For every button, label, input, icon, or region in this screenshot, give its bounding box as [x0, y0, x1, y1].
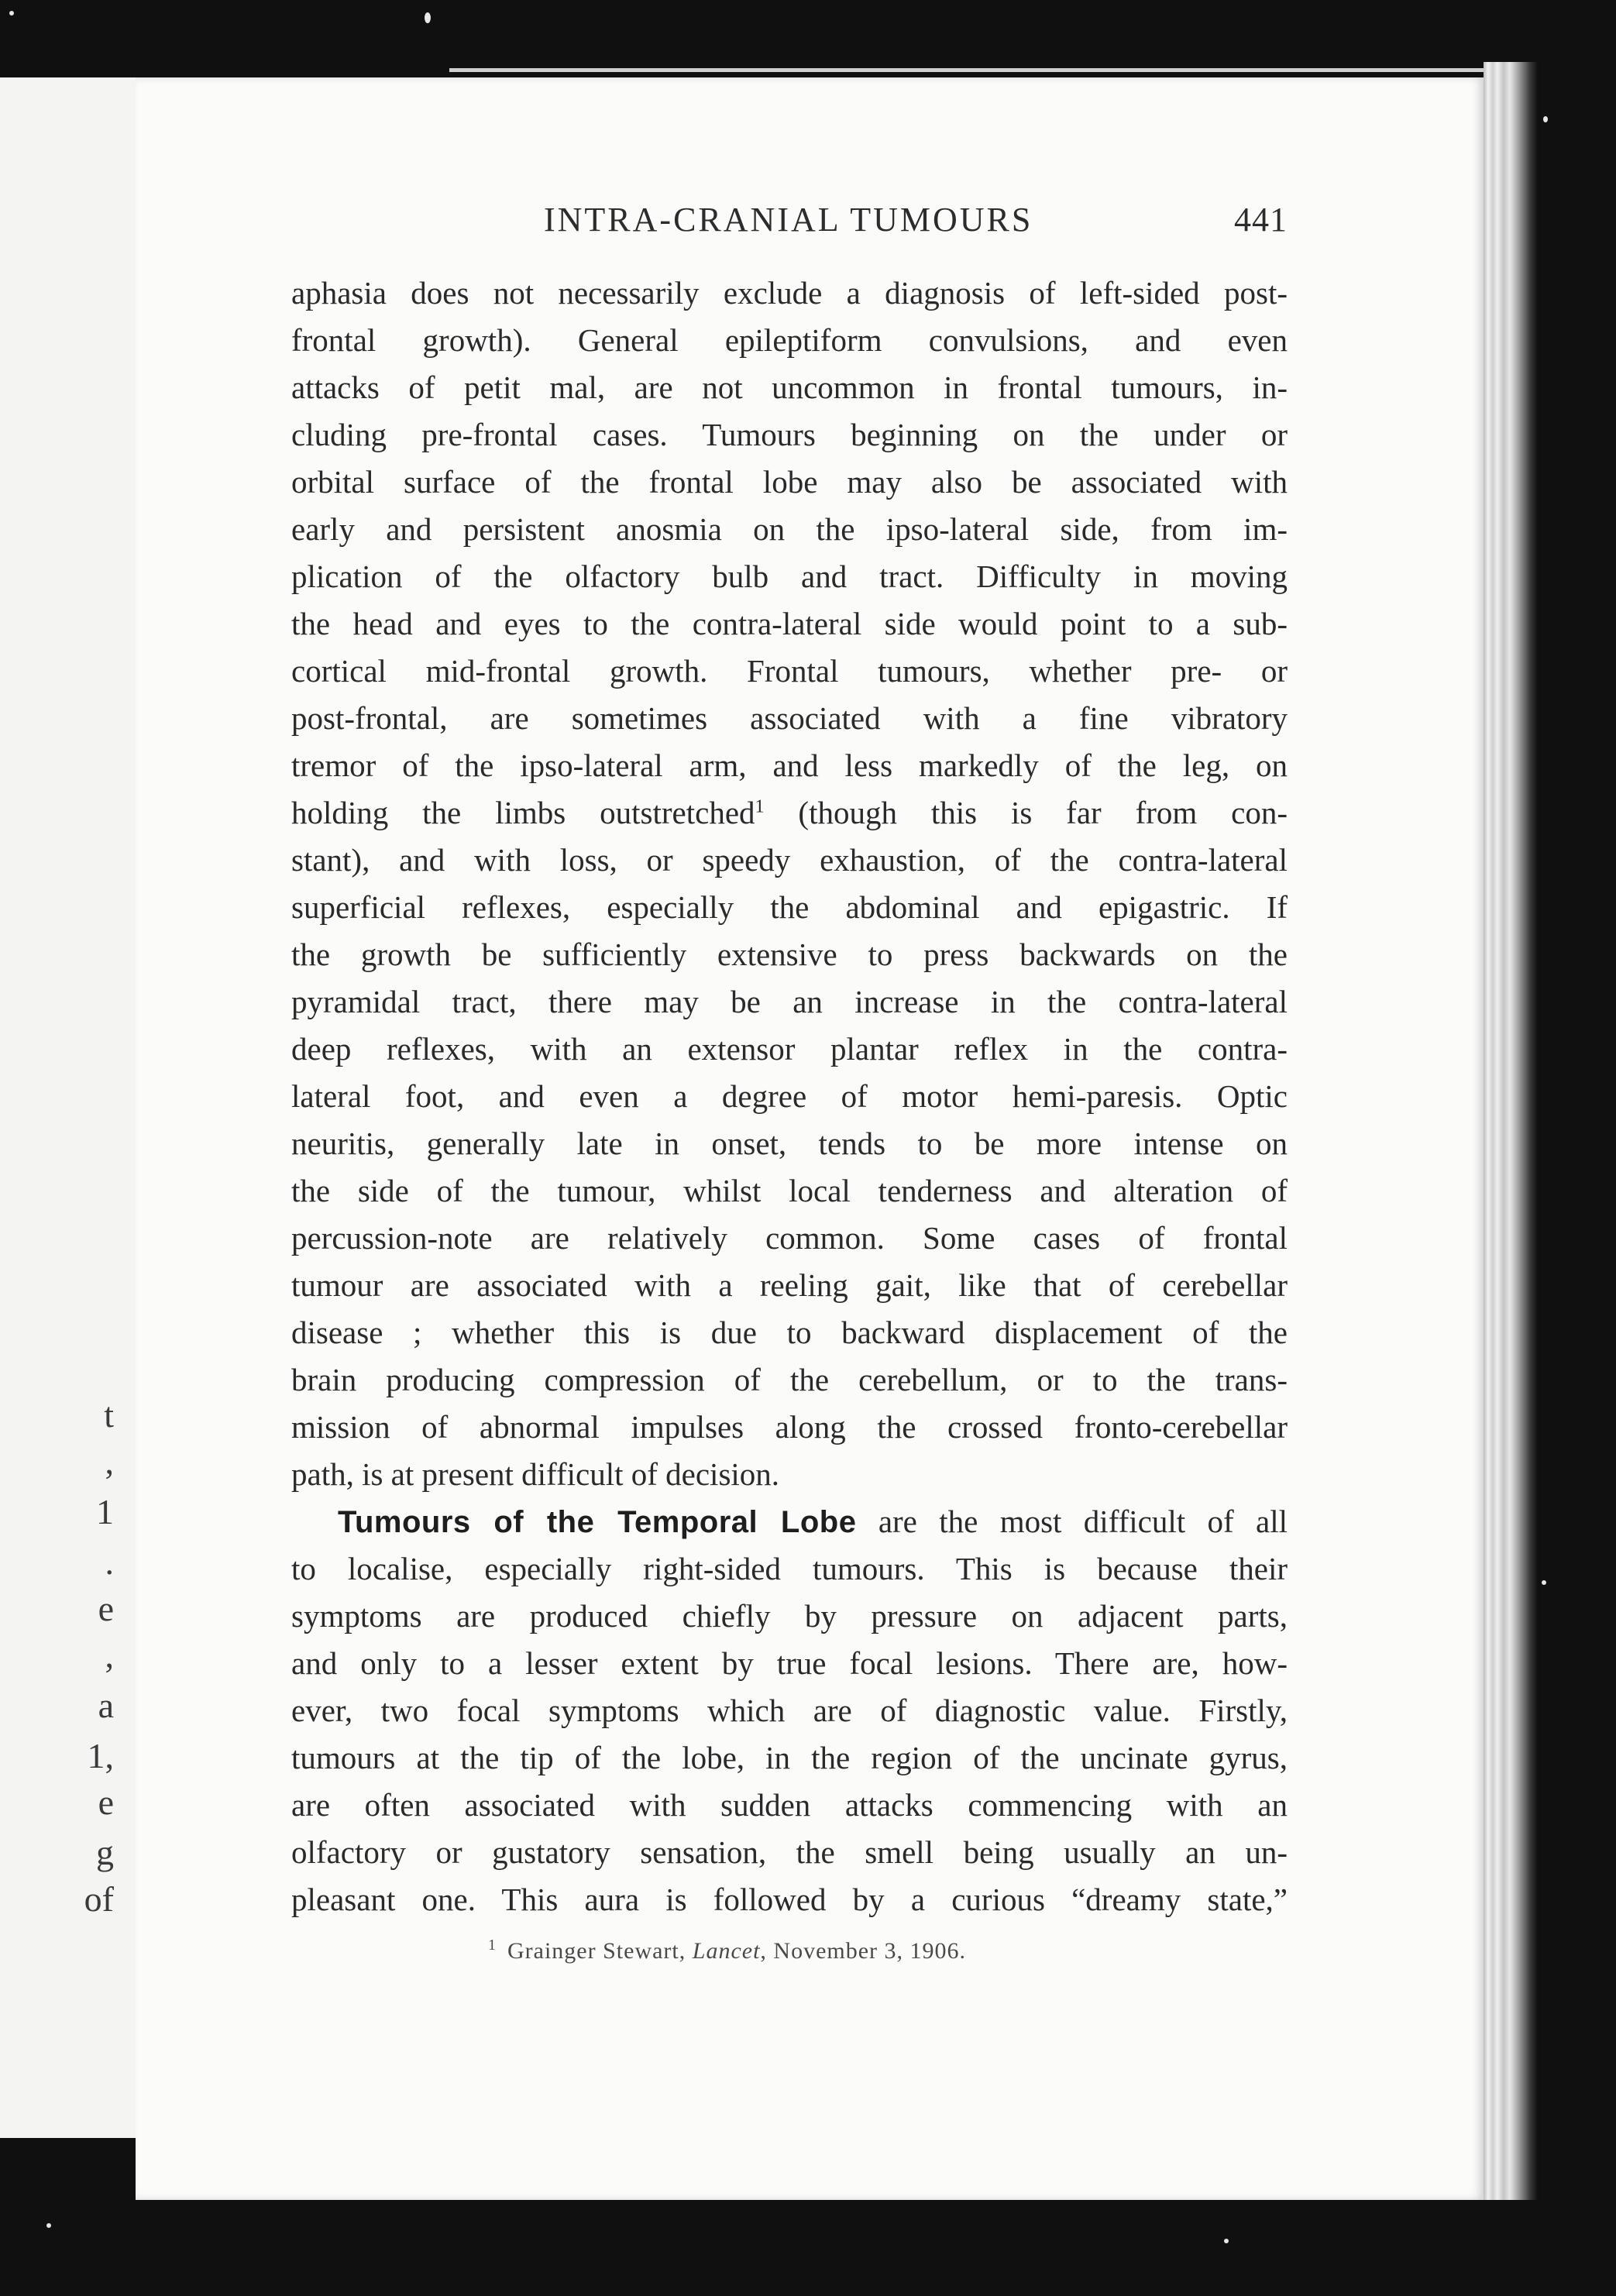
previous-page-strip [0, 77, 136, 2138]
text-fragment: are the most difficult of all [856, 1504, 1288, 1539]
margin-fragment: g [96, 1833, 114, 1872]
running-title: INTRA-CRANIAL TUMOURS [544, 201, 1033, 239]
text-line: early and persistent anosmia on the ipso-lateral side, from im- [291, 511, 1288, 547]
text-line: deep reflexes, with an extensor plantar reflex in the contra- [291, 1031, 1288, 1067]
footnote-journal: Lancet [692, 1938, 761, 1964]
text-line: cortical mid-frontal growth. Frontal tumours, whether pre- or [291, 653, 1288, 689]
text-line: neuritis, generally late in onset, tends to be more intense on [291, 1126, 1288, 1161]
section-heading: Tumours of the Temporal Lobe [338, 1505, 857, 1539]
text-line: pyramidal tract, there may be an increase in the contra-lateral [291, 984, 1288, 1019]
text-line: path, is at present difficult of decision. [291, 1456, 780, 1492]
page-stack-edge [1484, 62, 1538, 2200]
text-line: and only to a lesser extent by true focal lesions. There are, how- [291, 1645, 1288, 1681]
film-speck [1224, 2239, 1229, 2243]
text-line: frontal growth). General epileptiform convulsions, and even [291, 322, 1288, 358]
text-line: pleasant one. This aura is followed by a curious “dreamy state,” [291, 1882, 1288, 1917]
margin-fragment: 1 [96, 1492, 114, 1531]
margin-fragment: 1, [87, 1736, 114, 1775]
film-speck [9, 11, 14, 15]
margin-fragment: e [98, 1589, 114, 1628]
footnote-reference: 1 [755, 796, 765, 817]
text-line: to localise, especially right-sided tumours. This is because their [291, 1551, 1288, 1586]
film-speck [1542, 1580, 1546, 1585]
text-line: brain producing compression of the cerebellum, or to the trans- [291, 1362, 1288, 1397]
text-line: tumours at the tip of the lobe, in the region of the uncinate gyrus, [291, 1740, 1288, 1775]
text-fragment: (though this is far from con- [764, 795, 1288, 830]
margin-fragment: , [105, 1442, 114, 1481]
text-line: stant), and with loss, or speedy exhaustion, of the contra-lateral [291, 842, 1288, 878]
section-first-line [291, 1498, 1288, 1545]
footnote-author: Grainger Stewart, [507, 1938, 693, 1964]
page-number: 441 [1234, 201, 1288, 239]
margin-fragment: e [98, 1782, 114, 1822]
footnote-date: , November 3, 1906. [760, 1938, 967, 1964]
margin-fragment: , [105, 1635, 114, 1675]
text-line: attacks of petit mal, are not uncommon in frontal tumours, in- [291, 369, 1288, 405]
text-line: orbital surface of the frontal lobe may also be associated with [291, 464, 1288, 500]
margin-fragment: t [104, 1395, 114, 1435]
text-line-with-footnote-ref [291, 789, 1288, 837]
film-speck [1543, 116, 1548, 122]
margin-fragment: a [98, 1686, 114, 1725]
paragraph-temporal-lobe [291, 1498, 1288, 1923]
footnote [488, 1937, 1185, 1964]
text-line: tumour are associated with a reeling gait, like that of cerebellar [291, 1267, 1288, 1303]
text-line: percussion-note are relatively common. Some cases of frontal [291, 1220, 1288, 1256]
text-line: cluding pre-frontal cases. Tumours beginning on the under or [291, 417, 1288, 452]
text-line: symptoms are produced chiefly by pressure on adjacent parts, [291, 1598, 1288, 1634]
footnote-mark: 1 [488, 1937, 497, 1954]
paragraph-frontal-tumours [291, 270, 1288, 1498]
text-fragment: holding the limbs outstretched [291, 795, 755, 830]
film-speck [425, 12, 431, 23]
text-line: ever, two focal symptoms which are of diagnostic value. Firstly, [291, 1693, 1288, 1728]
text-line: olfactory or gustatory sensation, the smell being usually an un- [291, 1834, 1288, 1870]
body-text [291, 270, 1288, 1923]
text-line: tremor of the ipso-lateral arm, and less markedly of the leg, on [291, 748, 1288, 783]
text-line: disease ; whether this is due to backward displacement of the [291, 1315, 1288, 1350]
text-line: post-frontal, are sometimes associated with a fine vibratory [291, 700, 1288, 736]
text-line: are often associated with sudden attacks commencing with an [291, 1787, 1288, 1823]
text-line: the side of the tumour, whilst local tenderness and alteration of [291, 1173, 1288, 1208]
margin-fragment: of [84, 1879, 114, 1919]
text-line: the head and eyes to the contra-lateral side would point to a sub- [291, 606, 1288, 641]
film-speck [46, 2223, 51, 2228]
text-line: plication of the olfactory bulb and tract. Difficulty in moving [291, 559, 1288, 594]
text-line: superficial reflexes, especially the abdominal and epigastric. If [291, 889, 1288, 925]
running-head [288, 200, 1288, 246]
text-line: lateral foot, and even a degree of motor hemi-paresis. Optic [291, 1078, 1288, 1114]
text-line: mission of abnormal impulses along the crossed fronto-cerebellar [291, 1409, 1288, 1445]
text-line: the growth be sufficiently extensive to press backwards on the [291, 937, 1288, 972]
margin-fragment: . [105, 1542, 114, 1582]
page-top-edge [449, 68, 1503, 72]
text-line: aphasia does not necessarily exclude a diagnosis of left-sided post- [291, 275, 1288, 311]
